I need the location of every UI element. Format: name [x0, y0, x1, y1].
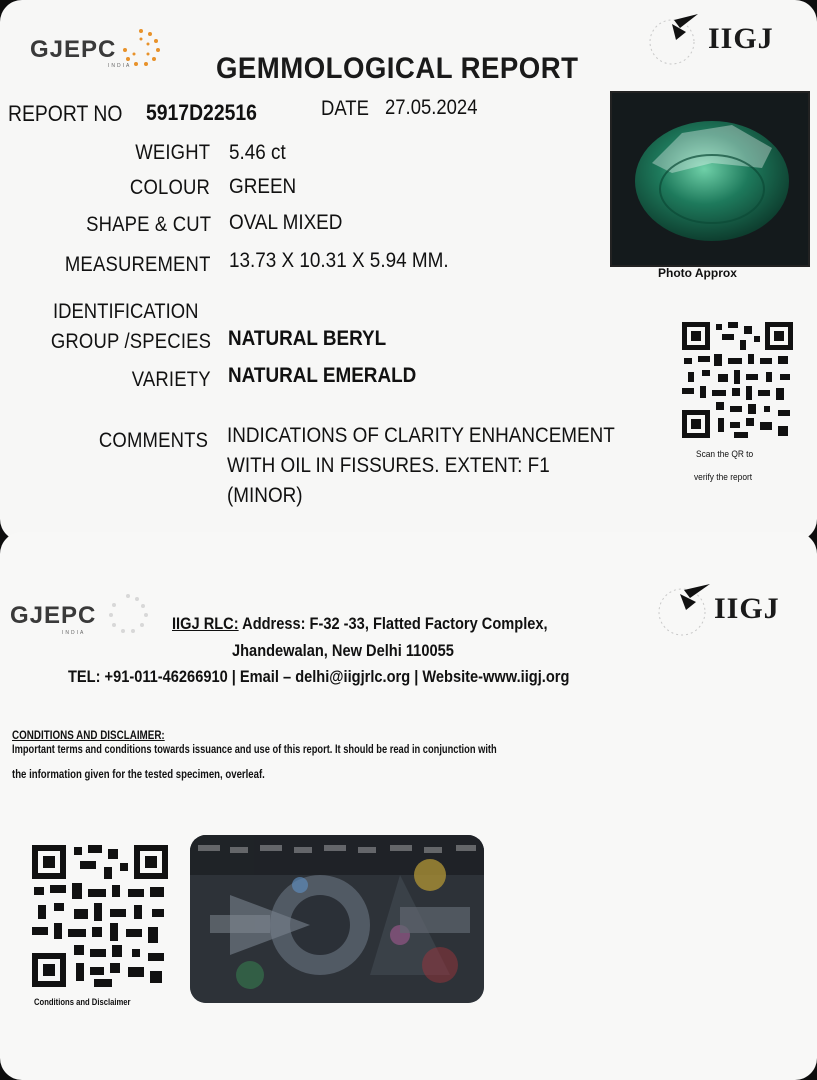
report-title: GEMMOLOGICAL REPORT — [216, 52, 579, 85]
gjepc-sub-back-text: INDIA — [62, 630, 86, 636]
hologram-pattern-icon — [190, 835, 484, 1003]
comments-line-1: INDICATIONS OF CLARITY ENHANCEMENT — [227, 424, 615, 447]
group-species-value: NATURAL BERYL — [228, 327, 387, 350]
address-line-2: Jhandewalan, New Delhi 110055 — [232, 641, 454, 660]
measurement-label: MEASUREMENT — [65, 253, 211, 276]
contact-line: TEL: +91-011-46266910 | Email – delhi@iigjrlc.org | Website-www.iigj.org — [68, 667, 570, 686]
iigj-logo-text: IIGJ — [708, 22, 774, 55]
weight-value: 5.46 ct — [229, 141, 286, 164]
variety-label: VARIETY — [132, 368, 211, 391]
qr-code-icon — [682, 322, 793, 438]
shape-cut-label: SHAPE & CUT — [85, 213, 211, 236]
measurement-value: 13.73 X 10.31 X 5.94 MM. — [229, 249, 449, 272]
emerald-gem-image — [612, 93, 808, 265]
iigj-emblem-icon — [646, 12, 706, 68]
comments-label: COMMENTS — [98, 429, 208, 452]
colour-value: GREEN — [229, 175, 297, 198]
address-text-1: Address: F-32 -33, Flatted Factory Complex, — [242, 614, 548, 633]
verify-qr-code[interactable] — [682, 322, 793, 438]
photo-caption: Photo Approx — [658, 266, 737, 280]
report-back-card — [0, 532, 817, 1080]
gjepc-logo-text: GJEPC — [30, 36, 117, 63]
address-line-1 — [172, 614, 548, 634]
shape-cut-value: OVAL MIXED — [229, 211, 343, 234]
iigj-logo — [646, 12, 796, 72]
gem-photo — [610, 91, 810, 267]
gjepc-logo-back — [10, 602, 97, 636]
gjepc-logo-back-text: GJEPC — [10, 602, 97, 629]
comments-line-2: WITH OIL IN FISSURES. EXTENT: F1 — [227, 454, 550, 477]
gjepc-sunburst-back-icon — [106, 592, 150, 636]
iigj-emblem-back-icon — [656, 580, 716, 640]
iigj-logo-back-text: IIGJ — [714, 592, 780, 625]
conditions-line-1: Important terms and conditions towards issuance and use of this report. It should be read in conjunction with — [12, 742, 497, 756]
conditions-qr-caption: Conditions and Disclaimer — [34, 997, 131, 1007]
comments-value — [227, 421, 615, 511]
date-label: DATE — [321, 97, 369, 120]
qr-caption-line-2: verify the report — [694, 472, 753, 483]
gjepc-logo — [30, 36, 132, 69]
address-label: IIGJ RLC: — [172, 614, 239, 633]
conditions-heading: CONDITIONS AND DISCLAIMER: — [12, 728, 165, 742]
hologram-security-seal — [190, 835, 484, 1003]
report-no-label: REPORT NO — [8, 101, 123, 126]
weight-label: WEIGHT — [135, 141, 210, 164]
date-value: 27.05.2024 — [385, 96, 478, 119]
variety-value: NATURAL EMERALD — [228, 364, 417, 387]
qr-code-back-icon — [32, 845, 168, 987]
colour-label: COLOUR — [129, 176, 210, 199]
gjepc-sub-text: INDIA — [108, 63, 132, 69]
comments-line-3: (MINOR) — [227, 484, 303, 507]
identification-label: IDENTIFICATION — [53, 300, 199, 323]
report-no-value: 5917D22516 — [146, 100, 257, 125]
qr-caption-line-1: Scan the QR to — [696, 449, 754, 460]
conditions-qr-code[interactable] — [32, 845, 168, 987]
group-species-label: GROUP /SPECIES — [50, 330, 211, 353]
iigj-logo-back — [656, 580, 806, 644]
conditions-line-2: the information given for the tested specimen, overleaf. — [12, 767, 265, 781]
